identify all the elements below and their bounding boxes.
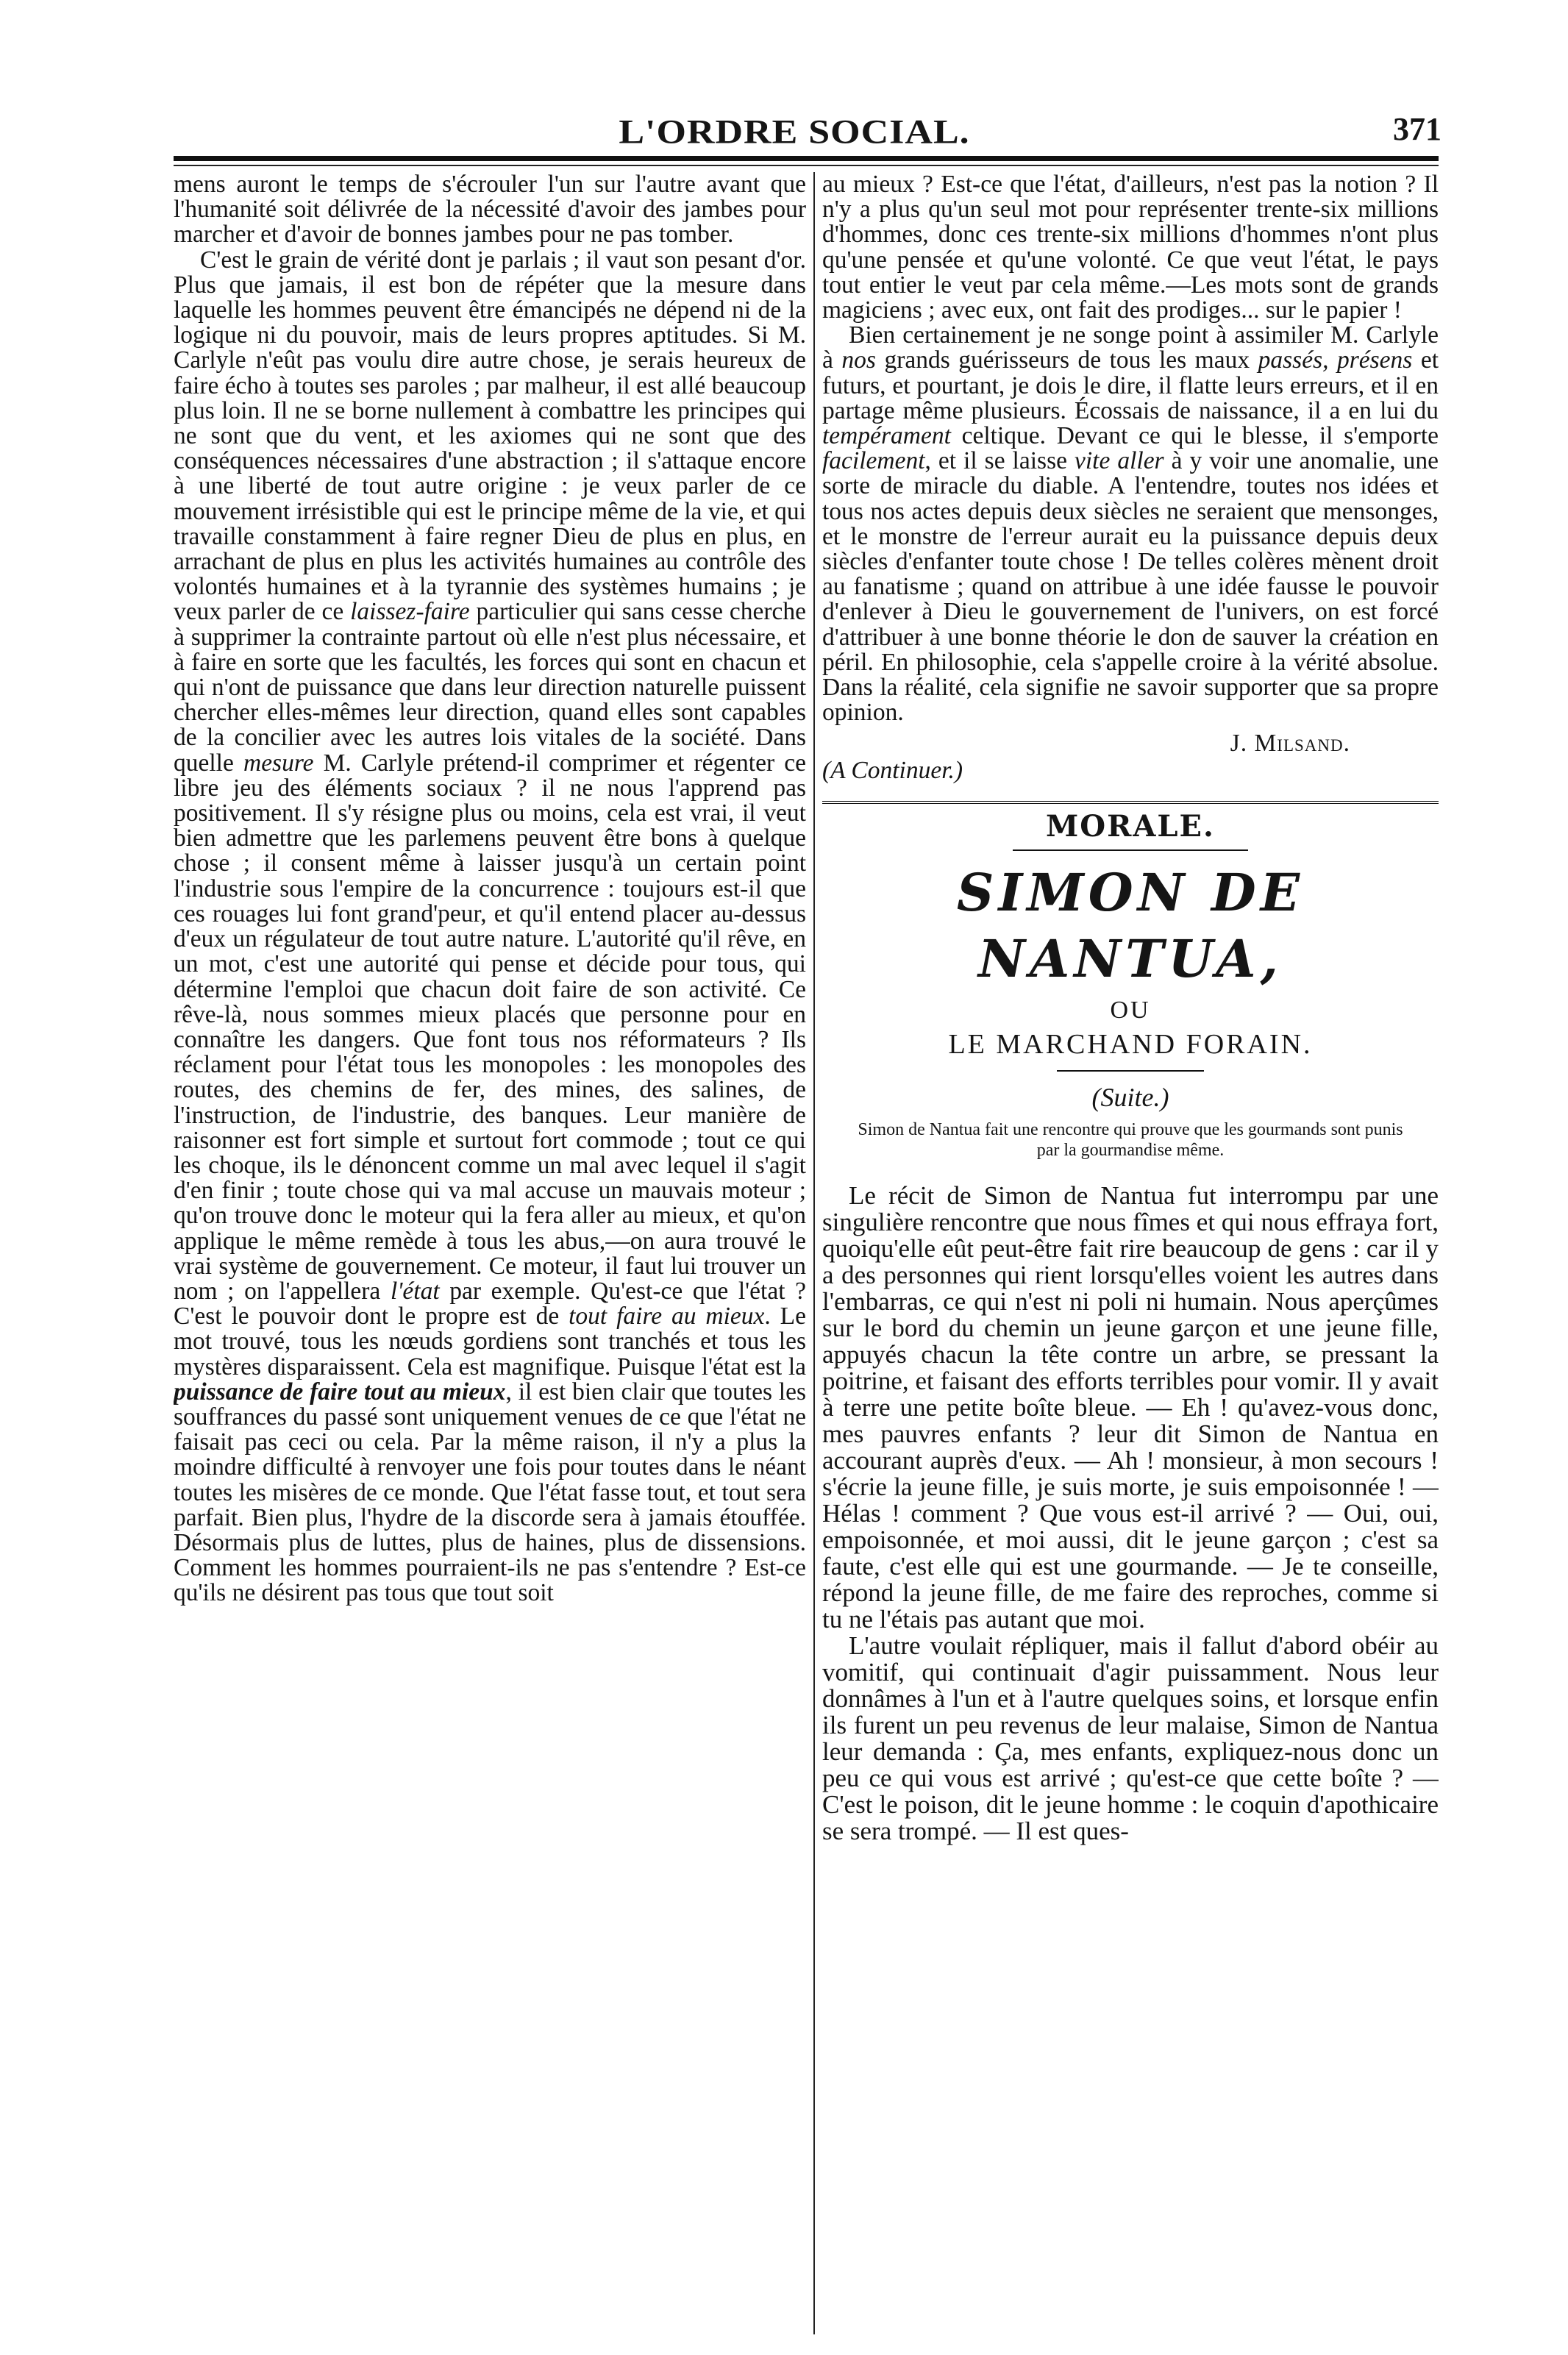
italic-term: laissez-faire <box>350 598 470 626</box>
chapter-summary: Simon de Nantua fait une rencontre qui prouve que les gourmands sont punis par la gourmandise même. <box>858 1119 1403 1160</box>
text-run: , et il se laisse <box>924 447 1067 475</box>
paragraph: Le récit de Simon de Nantua fut interrompu par une singulière rencontre que nous fîmes et qui nous effraya fort, quoiqu'elle eût peut-être fait rire beaucoup de gens : car il y a des personnes qui rient lorsqu'elles voient les autres dans l'embarras, ce qui n'est ni poli ni humain. Nous aperçûmes sur le bord du chemin un jeune garçon et une jeune fille, appuyés chacun la tête contre un arbre, se pressant la poitrine, et faisant des efforts terribles pour vomir. Il y avait à terre une petite boîte bleue. — Eh ! qu'avez-vous donc, mes pauvres enfants ? leur dit Simon de Nantua en accourant auprès d'eux. — Ah ! monsieur, à mon secours ! s'écrie la jeune fille, je suis morte, je suis empoisonnée ! — Hélas ! comment ? Que vous est-il arrivé ? — Oui, oui, empoisonnée, et moi aussi, dit le jeune garçon ; c'est sa faute, c'est elle qui est une gourmande. — Je te conseille, répond la jeune fille, de me faire des reproches, comme si tu ne l'étais pas autant que moi. <box>822 1180 1439 1633</box>
right-column <box>822 172 1439 2334</box>
left-column <box>174 172 806 2334</box>
title-rule <box>1013 849 1248 851</box>
italic-term: tempérament <box>822 422 951 450</box>
section-divider <box>822 801 1439 808</box>
italic-term: mesure <box>243 749 314 777</box>
italic-term: nos <box>841 346 876 374</box>
text-run: M. Carlyle prétend-il comprimer et régenter ce libre jeu des éléments sociaux ? il ne nous l'apprend pas positivement. Il s'y résigne plus ou moins, cela est vrai, il veut bien admettre que les parlemens peuvent être bons à quelque chose ; il consent même à laisser jusqu'à un certain point l'industrie sous l'empire de la concurrence : toujours est-il que ces rouages lui font grand'peur, et qu'il entend placer au-dessus d'eux un régulateur de tout autre nature. L'autorité qu'il rêve, en un mot, c'est une autorité qui pense et décide pour tous, qui détermine l'emploi que chacun doit faire de son activité. Ce rêve-là, nous sommes mieux placés que personne pour en connaître les dangers. Que font tous nos réformateurs ? Ils réclament pour l'état tous les monopoles : les monopoles des routes, des chemins de fer, des mines, des salines, de l'instruction, de l'industrie, des banques. Leur manière de raisonner est fort simple et surtout fort commode ; tout ce qui les choque, ils le dénoncent comme un mal avec lequel il s'agit d'en finir ; toute chose qui va mal accuse un mauvais moteur ; qu'on trouve donc le moteur qui la fera aller au mieux, et qu'on applique le même remède à tous les abus,—on aura trouvé le vrai système de gouvernement. Ce moteur, il faut lui trouver un nom ; on l'appellera <box>174 749 806 1305</box>
story-body <box>822 1180 1439 1845</box>
header-rule-thick <box>174 156 1439 161</box>
text-run: celtique. Devant ce qui le blesse, il s'emporte <box>950 422 1439 450</box>
column-divider <box>813 172 815 2334</box>
text-run: particulier qui sans cesse cherche à supprimer la contrainte partout où elle n'est plus nécessaire, et à faire en sorte que les facultés, les forces qui sont en chacun et qui n'ont de puissance que dans leur direction naturelle puissent chercher elles-mêmes leur direction, quand elles sont capables de la concilier avec les autres lois vitales de la société. Dans quelle <box>174 598 806 777</box>
text-run: et futurs, et pourtant, je dois le dire, il flatte leurs erreurs, et il en partage même plusieurs. Écossais de naissance, il a en lui du <box>822 346 1439 424</box>
paragraph <box>822 323 1439 725</box>
italic-term: passés, présens <box>1258 346 1413 374</box>
author-signature: J. Milsand. <box>1230 730 1350 758</box>
story-title: SIMON DE NANTUA, <box>956 862 1305 990</box>
text-run: C'est le grain de vérité dont je parlais ; il vaut son pesant d'or. Plus que jamais, il est bon de répéter que la mesure dans laquelle les hommes peuvent être émancipés ne dépend ni de la logique ni du pouvoir, mais de leurs propres aptitudes. Si M. Carlyle n'eût pas voulu dire autre chose, je serais heureux de faire écho à toutes ses paroles ; par malheur, il est allé beaucoup plus loin. Il ne se borne nullement à combattre les principes qui ne sont que du vent, et les axiomes qui ne sont que des conséquences nécessaires d'une abstraction ; il s'attaque encore à une liberté de tout autre origine : je veux parler de ce mouvement irrésistible qui est le principe même de la vie, et qui travaille constamment à faire regner Dieu de plus en plus, en arrachant de plus en plus les activités humaines au contrôle des volontés humaines et à la tyrannie des systèmes humains ; je veux parler de ce <box>174 246 806 626</box>
italic-term: puissance de faire tout au mieux <box>174 1378 506 1405</box>
suite-label: (Suite.) <box>1091 1083 1169 1113</box>
italic-term: tout faire au mieux <box>569 1303 765 1330</box>
continuation-note <box>822 758 1439 783</box>
paragraph: L'autre voulait répliquer, mais il fallut d'abord obéir au vomitif, qui continuait d'agir puissamment. Nous leur donnâmes à l'un et à l'autre quelques soins, et lorsque enfin ils furent un peu revenus de leur malaise, Simon de Nantua leur demanda : Ça, mes enfants, expliquez-nous donc un peu ce qui vous est arrivé ; qu'est-ce que cette boîte ? — C'est le poison, dit le jeune homme : le coquin d'apothicaire se sera trompé. — Il est ques- <box>822 1631 1439 1845</box>
text-run: Bien certainement je ne songe point à assimiler M. Carlyle à <box>822 321 1439 374</box>
page-number: 371 <box>1393 111 1442 147</box>
italic-term: vite aller <box>1074 447 1164 475</box>
paragraph <box>174 248 806 1606</box>
continuation-text: (A Continuer.) <box>822 756 963 784</box>
text-run: grands guérisseurs de tous les maux <box>875 346 1250 374</box>
subtitle-rule <box>1057 1070 1204 1072</box>
italic-term: l'état <box>390 1277 440 1305</box>
text-run: à y voir une anomalie, une sorte de miracle du diable. A l'entendre, toutes nos idées et tous nos actes depuis deux siècles ne seraient que mensonges, et le monstre de l'erreur aurait eu la puissance depuis deux siècles d'enfanter toute chose ! De telles colères mènent droit au fanatisme ; quand on attribue à une idée fausse le pouvoir d'enlever à Dieu le gouvernement de l'univers, on est forcé d'attribuer à une bonne théorie le don de sauver la création en péril. En philosophie, cela s'appelle croire à la vérité absolue. Dans la réalité, cela signifie ne savoir supporter que sa propre opinion. <box>822 447 1439 727</box>
section-title: MORALE. <box>1046 808 1215 844</box>
journal-name: L'ORDRE SOCIAL. <box>619 113 970 152</box>
italic-term: facilement <box>822 447 925 475</box>
text-run: . Le mot trouvé, tous les nœuds gordiens sont tranchés et tous les mystères disparaissent. Cela est magnifique. Puisque l'état est la <box>174 1303 806 1380</box>
text-run: , il est bien clair que toutes les souffrances du passé sont uniquement venues de ce que l'état ne faisait pas ceci ou cela. Par la même raison, il n'y a plus la moindre difficulté à renvoyer une fois pour toutes dans le néant toutes les misères de ce monde. Que l'état fasse tout, et tout sera parfait. Bien plus, l'hydre de la discorde sera à jamais étouffée. Désormais plus de luttes, plus de haines, plus de dissensions. Comment les hommes pourraient-ils ne pas s'entendre ? Est-ce qu'ils ne désirent pas tous que tout soit <box>174 1378 806 1607</box>
story-ou: OU <box>1110 997 1151 1025</box>
story-subtitle: LE MARCHAND FORAIN. <box>948 1029 1313 1061</box>
running-head <box>169 110 1442 154</box>
header-rule-thin <box>174 165 1439 166</box>
paragraph: au mieux ? Est-ce que l'état, d'ailleurs, n'est pas la notion ? Il n'y a plus qu'un seul mot pour représenter trente-six millions d'hommes, donc ces trente-six millions d'hommes n'ont plus qu'une pensée et qu'une volonté. Ce que veut l'état, le pays tout entier le veut par cela même.—Les mots sont de grands magiciens ; avec eux, ont fait des prodiges... sur le papier ! <box>822 172 1439 324</box>
text-run: par exemple. Qu'est-ce que l'état ? C'est le pouvoir dont le propre est de <box>174 1277 806 1330</box>
paragraph: mens auront le temps de s'écrouler l'un sur l'autre avant que l'humanité soit délivrée de la nécessité d'avoir des jambes pour marcher et d'avoir de bonnes jambes pour ne pas tomber. <box>174 172 806 249</box>
